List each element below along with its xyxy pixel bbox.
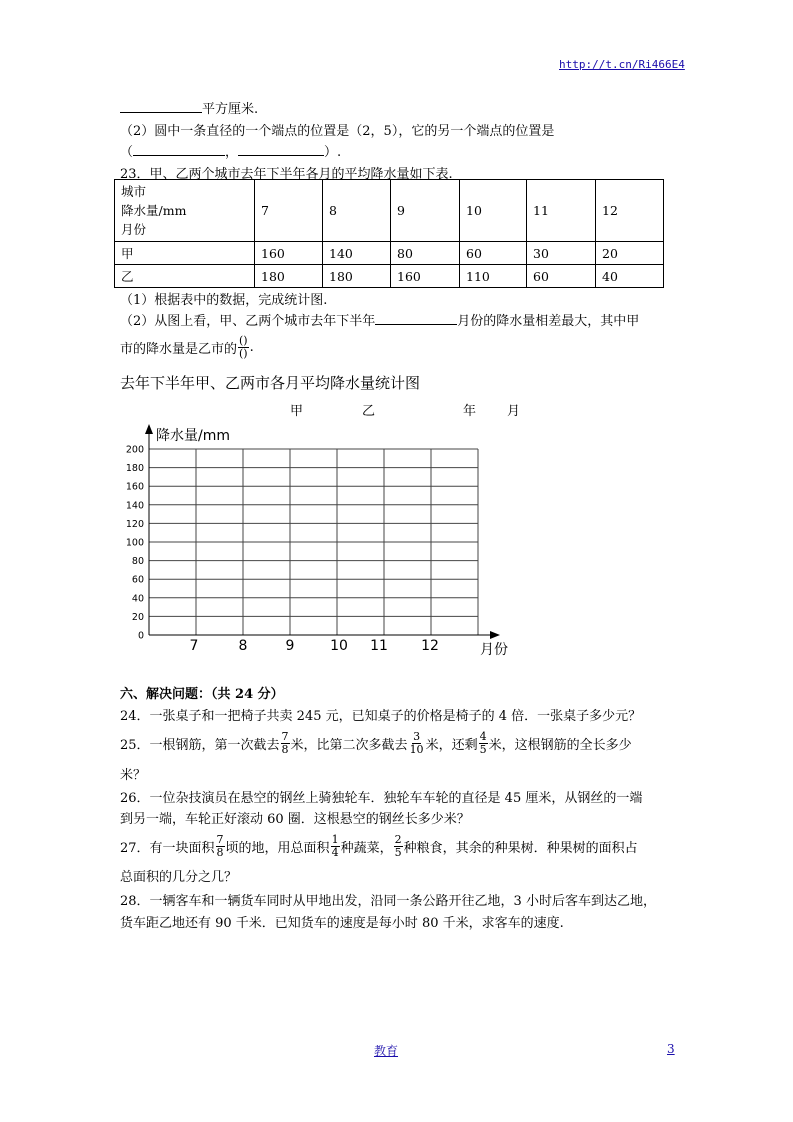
y-tick-label: 140: [125, 500, 144, 512]
chart-grid: [149, 449, 478, 635]
x-tick-label: 7: [189, 638, 199, 654]
header-link[interactable]: http://t.cn/Ri466E4: [559, 58, 685, 71]
table-cell: 160: [255, 242, 323, 265]
table-row: [115, 265, 664, 288]
q23-sub2-end: .: [249, 339, 254, 355]
q23-sub2-line1: [120, 310, 639, 329]
q27-line2: 总面积的几分之几？: [120, 870, 238, 885]
q22-paren-close: ）.: [324, 145, 342, 160]
q24: 24．一张桌子和一把椅子共卖 245 元，已知桌子的价格是椅子的 4 倍．一张桌子多少元？: [120, 709, 642, 724]
rainfall-chart: [110, 420, 530, 665]
table-cell: 60: [460, 242, 527, 265]
month-cell: 8: [323, 180, 391, 242]
q22-paren-open: （: [120, 145, 134, 160]
q22-line3: [120, 141, 341, 160]
fraction-numerator: 7: [281, 729, 289, 743]
answer-fraction[interactable]: [238, 335, 249, 360]
q23-sub1: （1）根据表中的数据，完成统计图.: [120, 293, 328, 308]
y-tick-label: 200: [125, 444, 144, 456]
q22-line2: （2）圆中一条直径的一个端点的位置是（2，5），它的另一个端点的位置是: [120, 124, 555, 139]
table-cell: 180: [255, 265, 323, 288]
q25-text-a: 25．一根钢筋，第一次截去: [120, 737, 280, 753]
q27-text-d: 种粮食，其余的种果树．种果树的面积占: [403, 840, 638, 856]
row-label-yi: 乙: [115, 265, 255, 288]
q22-line1-text: 平方厘米.: [202, 102, 259, 117]
table-cell: 140: [323, 242, 391, 265]
month-cell: 12: [596, 180, 664, 242]
q25-line1: [120, 727, 632, 759]
q27-text-a: 27．有一块面积: [120, 840, 215, 856]
footer-link[interactable]: 教育: [374, 1044, 399, 1058]
fraction-numerator: 3: [413, 729, 421, 743]
section-heading: 六、解决问题：（共 24 分）: [120, 687, 284, 702]
fraction-denominator: 4: [331, 845, 339, 859]
rainfall-table: [114, 179, 664, 288]
fraction-denominator: 8: [281, 742, 289, 756]
q23-intro: 23．甲、乙两个城市去年下半年各月的平均降水量如下表.: [120, 167, 453, 182]
q25-text-b: 米，比第二次多截去: [290, 737, 408, 753]
y-tick-label: 20: [131, 611, 144, 623]
fraction-numerator: 4: [479, 729, 487, 743]
page-number: 3: [667, 1042, 675, 1056]
x-tick-label: 11: [370, 638, 388, 654]
fraction-denominator: 5: [394, 845, 402, 859]
q25-text-c: 米，还剩: [425, 737, 478, 753]
legend-month: 月: [507, 404, 521, 419]
table-cell: 60: [527, 265, 596, 288]
y-axis-label: 降水量/mm: [156, 428, 230, 444]
legend-year: 年: [463, 404, 477, 419]
table-cell: 20: [596, 242, 664, 265]
y-tick-labels: [126, 445, 144, 642]
fraction-denominator: (): [239, 346, 248, 360]
q23-sub2-line2: [120, 331, 254, 363]
table-cell: 160: [391, 265, 460, 288]
fraction-numerator: (): [239, 333, 248, 347]
q23-sub2-b: 月份的降水量相差最大，其中甲: [457, 314, 640, 329]
x-tick-label: 12: [421, 638, 439, 654]
fraction-7-8: [216, 834, 225, 859]
table-cell: 110: [460, 265, 527, 288]
q25-line2: 米？: [120, 768, 147, 783]
q27-line1: [120, 830, 638, 862]
q23-sub2-a: （2）从图上看，甲、乙两个城市去年下半年: [120, 314, 376, 329]
month-cell: 11: [527, 180, 596, 242]
y-axis-arrow: [145, 424, 153, 434]
table-corner-cell: [115, 180, 255, 242]
q27-text-b: 顷的地，用总面积: [225, 840, 330, 856]
q27-text-c: 种蔬菜，: [340, 840, 393, 856]
q25-text-d: 米，这根钢筋的全长多少: [488, 737, 632, 753]
fraction-numerator: 7: [216, 832, 224, 846]
fraction-numerator: 1: [331, 832, 339, 846]
y-tick-label: 160: [125, 481, 144, 493]
month-cell: 10: [460, 180, 527, 242]
fraction-1-4: [331, 834, 340, 859]
answer-blank[interactable]: [133, 143, 225, 156]
table-cell: 40: [596, 265, 664, 288]
y-tick-label: 100: [125, 537, 144, 549]
q23-sub2-c: 市的降水量是乙市的: [120, 341, 238, 357]
fraction-2-5: [394, 834, 403, 859]
corner-month: 月份: [121, 222, 147, 237]
table-header-row: [115, 180, 664, 242]
x-tick-label: 9: [285, 638, 295, 654]
x-tick-labels: [190, 638, 439, 654]
q28-line1: 28．一辆客车和一辆货车同时从甲地出发，沿同一条公路开往乙地，3 小时后客车到达乙地，: [120, 894, 656, 909]
legend-yi: 乙: [362, 404, 376, 419]
table-cell: 30: [527, 242, 596, 265]
fraction-3-10: [409, 731, 425, 756]
fraction-4-5: [479, 731, 488, 756]
y-tick-label: 0: [137, 630, 144, 642]
table-row: [115, 242, 664, 265]
row-label-jia: 甲: [115, 242, 255, 265]
q22-line1: [120, 98, 258, 117]
x-axis-arrow: [490, 631, 500, 639]
y-tick-label: 40: [131, 593, 144, 605]
x-tick-label: 10: [330, 638, 348, 654]
q26-line1: 26．一位杂技演员在悬空的钢丝上骑独轮车．独轮车车轮的直径是 45 厘米，从钢丝的一端: [120, 791, 643, 806]
y-tick-label: 60: [131, 574, 144, 586]
answer-blank[interactable]: [238, 143, 324, 156]
answer-blank[interactable]: [375, 312, 457, 325]
table-cell: 80: [391, 242, 460, 265]
q22-comma: ，: [225, 145, 239, 160]
y-tick-label: 120: [125, 518, 144, 530]
fraction-denominator: 8: [216, 845, 224, 859]
month-cell: 7: [255, 180, 323, 242]
fraction-denominator: 5: [479, 742, 487, 756]
x-tick-label: 8: [238, 638, 248, 654]
answer-blank[interactable]: [120, 100, 202, 113]
fraction-denominator: 10: [409, 742, 424, 756]
y-tick-label: 80: [131, 556, 144, 568]
q26-line2: 到另一端，车轮正好滚动 60 圈．这根悬空的钢丝长多少米？: [120, 812, 470, 827]
chart-title: 去年下半年甲、乙两市各月平均降水量统计图: [120, 374, 421, 392]
table-cell: 180: [323, 265, 391, 288]
legend-jia: 甲: [290, 404, 304, 419]
corner-rainfall: 降水量/mm: [121, 203, 187, 218]
corner-city: 城市: [121, 184, 147, 199]
q28-line2: 货车距乙地还有 90 千米．已知货车的速度是每小时 80 千米，求客车的速度.: [120, 916, 564, 931]
fraction-numerator: 2: [394, 832, 402, 846]
x-axis-label: 月份: [480, 642, 508, 658]
month-cell: 9: [391, 180, 460, 242]
y-tick-label: 180: [125, 463, 144, 475]
fraction-7-8: [281, 731, 290, 756]
